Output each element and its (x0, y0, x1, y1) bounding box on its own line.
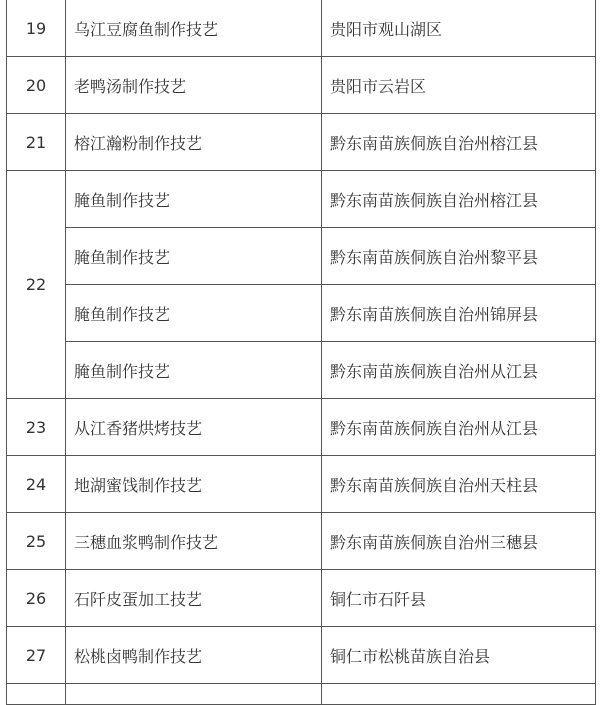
item-name: 老鸭汤制作技艺 (66, 57, 322, 114)
item-location: 黔东南苗族侗族自治州从江县 (322, 399, 596, 456)
table-row (7, 57, 596, 114)
table-row (7, 171, 596, 228)
table-row (7, 342, 596, 399)
item-location: 铜仁市石阡县 (322, 570, 596, 627)
item-number: 25 (7, 513, 66, 570)
table-cell-empty (322, 684, 596, 705)
table-row (7, 285, 596, 342)
item-number: 21 (7, 114, 66, 171)
table-row (7, 399, 596, 456)
item-name: 三穗血浆鸭制作技艺 (66, 513, 322, 570)
table-row (7, 228, 596, 285)
item-name: 从江香猪烘烤技艺 (66, 399, 322, 456)
item-location: 贵阳市云岩区 (322, 57, 596, 114)
table-row (7, 114, 596, 171)
item-number: 20 (7, 57, 66, 114)
table-row (7, 513, 596, 570)
item-number: 22 (7, 171, 66, 399)
table-row (7, 627, 596, 684)
heritage-items-table (6, 0, 596, 705)
item-location: 黔东南苗族侗族自治州三穗县 (322, 513, 596, 570)
table-row (7, 456, 596, 513)
item-name: 松桃卤鸭制作技艺 (66, 627, 322, 684)
item-name: 石阡皮蛋加工技艺 (66, 570, 322, 627)
item-name: 腌鱼制作技艺 (66, 171, 322, 228)
table-cell-empty (7, 684, 66, 705)
item-location: 铜仁市松桃苗族自治县 (322, 627, 596, 684)
item-name: 腌鱼制作技艺 (66, 228, 322, 285)
table-row (7, 570, 596, 627)
item-location: 贵阳市观山湖区 (322, 0, 596, 57)
item-name: 地湖蜜饯制作技艺 (66, 456, 322, 513)
item-name: 乌江豆腐鱼制作技艺 (66, 0, 322, 57)
item-location: 黔东南苗族侗族自治州从江县 (322, 342, 596, 399)
item-location: 黔东南苗族侗族自治州榕江县 (322, 114, 596, 171)
item-location: 黔东南苗族侗族自治州黎平县 (322, 228, 596, 285)
item-name: 腌鱼制作技艺 (66, 342, 322, 399)
item-number: 19 (7, 0, 66, 57)
item-number: 23 (7, 399, 66, 456)
item-name: 腌鱼制作技艺 (66, 285, 322, 342)
item-number: 26 (7, 570, 66, 627)
item-location: 黔东南苗族侗族自治州锦屏县 (322, 285, 596, 342)
table-cell-empty (66, 684, 322, 705)
item-number: 27 (7, 627, 66, 684)
table-row (7, 0, 596, 57)
item-name: 榕江瀚粉制作技艺 (66, 114, 322, 171)
item-number: 24 (7, 456, 66, 513)
item-location: 黔东南苗族侗族自治州天柱县 (322, 456, 596, 513)
item-location: 黔东南苗族侗族自治州榕江县 (322, 171, 596, 228)
table-row-partial (7, 684, 596, 705)
